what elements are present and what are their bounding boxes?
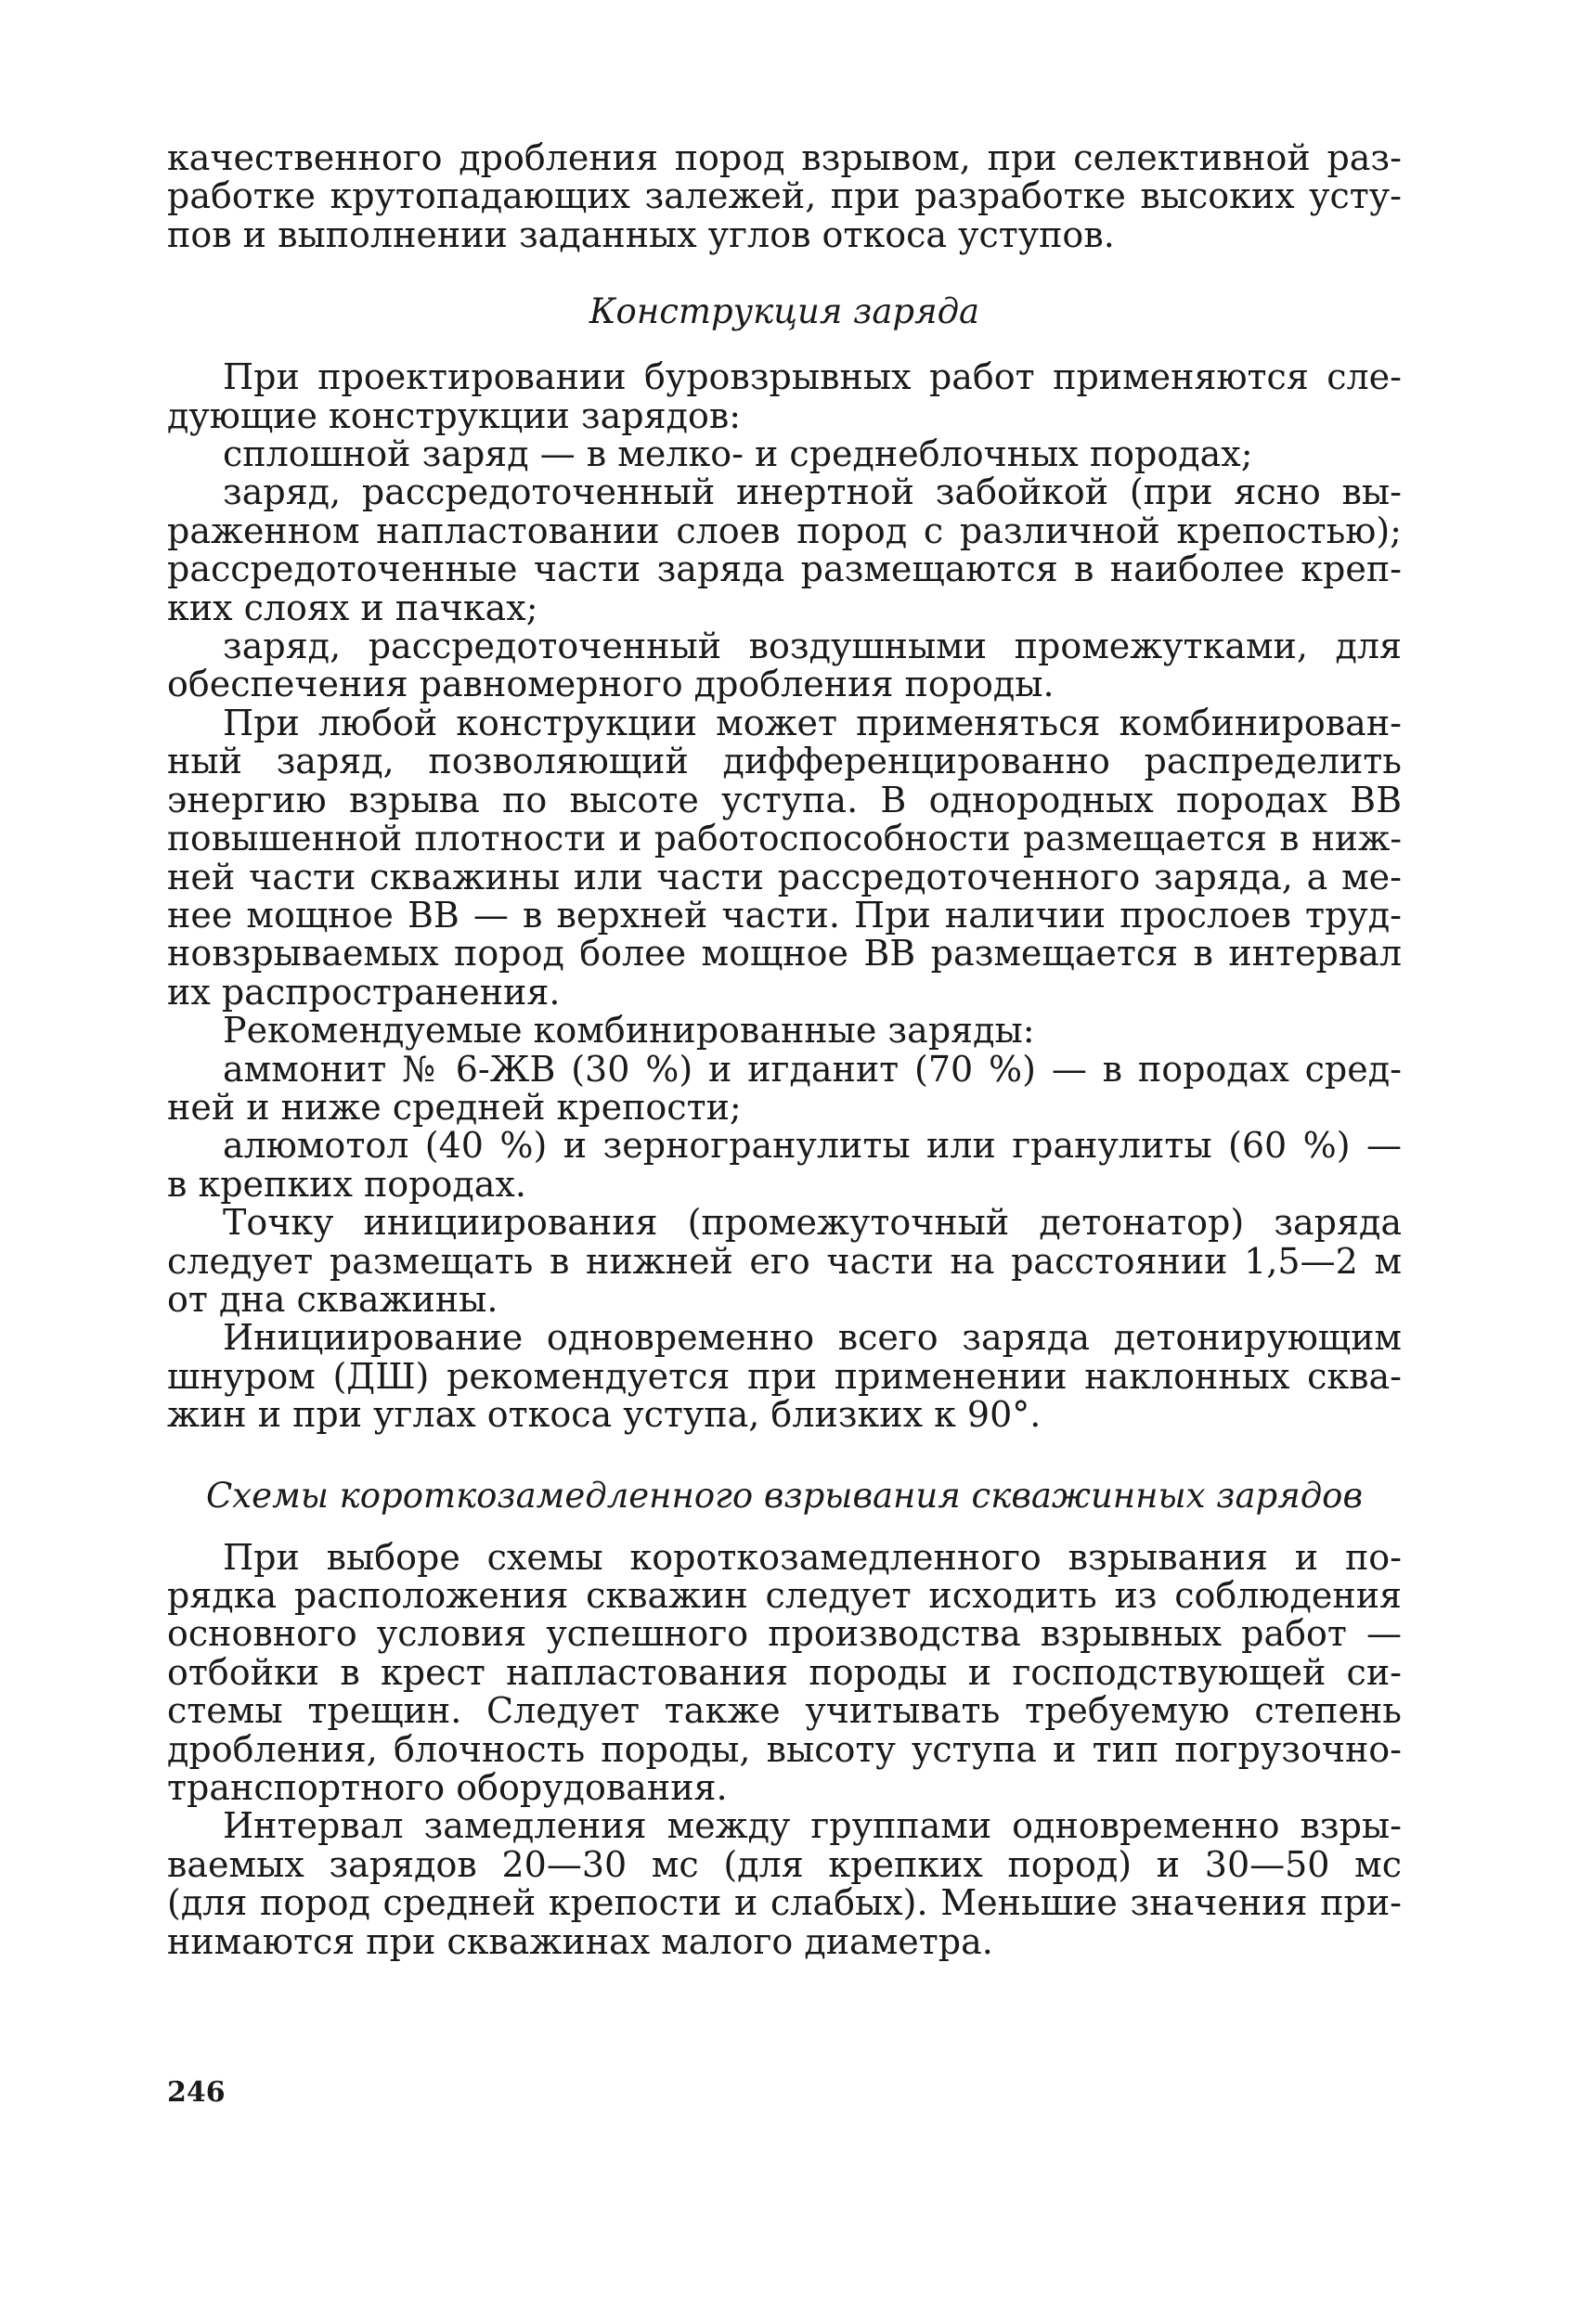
text-line: (для пород средней крепости и слабых). Меньшие значения при- <box>167 1882 1402 1924</box>
text-line: сплошной заряд — в мелко- и среднеблочных породах; <box>223 433 1253 475</box>
text-line: ней и ниже средней крепости; <box>167 1086 742 1128</box>
text-line: от дна скважины. <box>167 1278 498 1320</box>
text-line: заряд, рассредоточенный инертной забойкой (при ясно вы- <box>223 471 1402 513</box>
text-line: отбойки в крест напластования породы и господствующей си- <box>167 1651 1402 1693</box>
text-line: При любой конструкции может применяться комбинирован- <box>223 702 1402 743</box>
text-line: Инициирование одновременно всего заряда детонирующим <box>223 1317 1402 1359</box>
text-line: ваемых зарядов 20—30 мс (для крепких пород) и 30—50 мс <box>167 1843 1402 1885</box>
text-line: следует размещать в нижней его части на расстоянии 1,5—2 м <box>167 1240 1402 1282</box>
text-line: жин и при углах откоса уступа, близких к 90°. <box>167 1394 1042 1436</box>
text-line: дробления, блочность породы, высоту уступа и тип погрузочно- <box>167 1728 1402 1770</box>
text-line: их распространения. <box>167 971 561 1013</box>
text-line: в крепких породах. <box>167 1163 526 1205</box>
text-line: При проектировании буровзрывных работ применяются сле- <box>223 356 1402 398</box>
text-line: ких слоях и пачках; <box>167 587 538 628</box>
text-line: работке крутопадающих залежей, при разработке высоких усту- <box>167 175 1402 217</box>
text-line: новзрываемых пород более мощное ВВ размещается в интервал <box>167 933 1402 975</box>
page-body <box>167 139 1402 1961</box>
text-line: рассредоточенные части заряда размещаются в наиболее креп- <box>167 549 1402 590</box>
text-line: раженном напластовании слоев пород с различной крепостью); <box>167 510 1402 551</box>
text-line: энергию взрыва по высоте уступа. В однородных породах ВВ <box>167 779 1402 820</box>
text-line: При выборе схемы короткозамедленного взрывания и по- <box>223 1536 1402 1578</box>
text-line: нимаются при скважинах малого диаметра. <box>167 1920 993 1962</box>
text-line: рядка расположения скважин следует исходить из соблюдения <box>167 1575 1402 1616</box>
text-line: нее мощное ВВ — в верхней части. При наличии прослоев труд- <box>167 894 1402 936</box>
text-line: ный заряд, позволяющий дифференцированно распределить <box>167 741 1402 782</box>
text-line: основного условия успешного производства взрывных работ — <box>167 1613 1402 1655</box>
text-line: обеспечения равномерного дробления породы. <box>167 664 1055 705</box>
intro-paragraph <box>167 139 1402 254</box>
text-line: алюмотол (40 %) и зерногранулиты или гранулиты (60 %) — <box>223 1125 1402 1167</box>
section-blasting-schemes-body <box>167 1536 1402 1962</box>
text-line: Интервал замедления между группами одновременно взры- <box>223 1805 1402 1847</box>
text-line: аммонит № 6-ЖВ (30 %) и игданит (70 %) — в породах сред- <box>223 1048 1402 1090</box>
text-line: дующие конструкции зарядов: <box>167 394 742 436</box>
text-line: Рекомендуемые комбинированные заряды: <box>223 1010 1035 1052</box>
text-line: повышенной плотности и работоспособности размещается в ниж- <box>167 818 1402 859</box>
text-line: шнуром (ДШ) рекомендуется при применении наклонных сква- <box>167 1355 1402 1397</box>
page-number: 246 <box>167 2076 226 2109</box>
text-line: качественного дробления пород взрывом, при селективной раз- <box>167 137 1402 178</box>
text-line: пов и выполнении заданных углов откоса уступов. <box>167 213 1115 255</box>
text-line: стемы трещин. Следует также учитывать требуемую степень <box>167 1690 1402 1732</box>
section-charge-design-body <box>167 358 1402 1434</box>
section-heading-blasting-schemes: Схемы короткозамедленного взрывания скважинных зарядов <box>206 1475 1363 1516</box>
text-line: ней части скважины или части рассредоточенного заряда, а ме- <box>167 856 1402 897</box>
text-line: заряд, рассредоточенный воздушными промежутками, для <box>223 626 1402 667</box>
text-line: Точку инициирования (промежуточный детонатор) заряда <box>223 1202 1402 1244</box>
text-line: транспортного оборудования. <box>167 1767 728 1809</box>
section-heading-charge-design: Конструкция заряда <box>589 291 980 332</box>
